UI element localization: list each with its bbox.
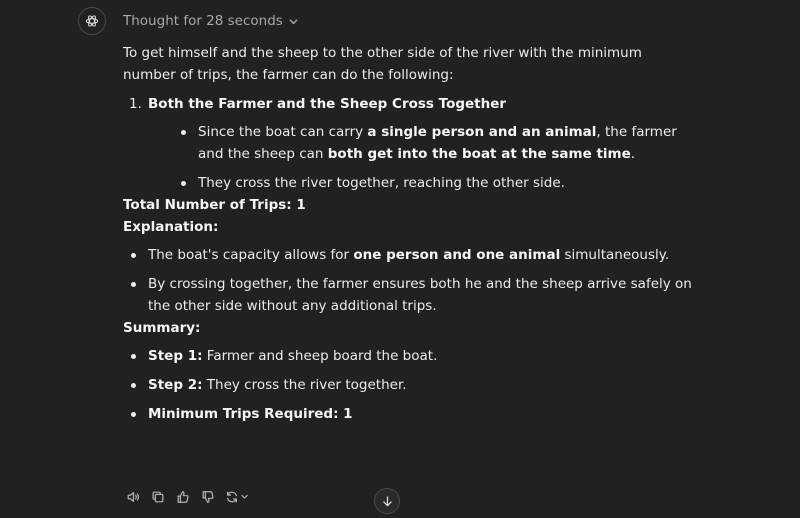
explanation-list bbox=[123, 244, 693, 317]
text-segment: They cross the river together. bbox=[202, 377, 407, 393]
intro-paragraph: To get himself and the sheep to the other side of the river with the minimum number of trips, the farmer can do the following: bbox=[123, 45, 642, 83]
total-trips bbox=[123, 194, 693, 216]
bold-segment: Step 1: bbox=[148, 348, 203, 364]
arrow-down-icon bbox=[381, 495, 394, 508]
bold-segment: a single person and an animal bbox=[367, 124, 597, 140]
copy-icon bbox=[151, 490, 165, 504]
bold-segment: Total Number of Trips: 1 bbox=[123, 197, 306, 213]
regenerate-icon bbox=[225, 490, 239, 504]
assistant-message bbox=[123, 42, 693, 425]
list-item bbox=[123, 345, 693, 367]
list-item bbox=[123, 374, 693, 396]
assistant-avatar bbox=[78, 7, 106, 35]
thought-label: Thought for 28 seconds bbox=[123, 13, 283, 29]
summary-list bbox=[123, 345, 693, 425]
thought-toggle[interactable] bbox=[123, 13, 299, 29]
list-item bbox=[173, 121, 693, 165]
numbered-step bbox=[123, 93, 693, 194]
list-item bbox=[123, 403, 693, 425]
list-item: By crossing together, the farmer ensures both he and the sheep arrive safely on the other side without any additional trips. bbox=[123, 273, 693, 317]
list-item bbox=[123, 244, 693, 266]
step-title: Both the Farmer and the Sheep Cross Together bbox=[148, 96, 507, 112]
summary-heading bbox=[123, 317, 693, 339]
good-response-button[interactable] bbox=[172, 486, 193, 507]
bad-response-button[interactable] bbox=[197, 486, 218, 507]
thumbs-down-icon bbox=[201, 490, 215, 504]
text-segment: simultaneously. bbox=[560, 247, 670, 263]
explanation-heading bbox=[123, 216, 693, 238]
thumbs-up-icon bbox=[176, 490, 190, 504]
list-item: They cross the river together, reaching the other side. bbox=[173, 172, 693, 194]
bold-segment: Step 2: bbox=[148, 377, 203, 393]
speaker-icon bbox=[126, 490, 140, 504]
read-aloud-button[interactable] bbox=[122, 486, 143, 507]
text-segment: Farmer and sheep board the boat. bbox=[202, 348, 438, 364]
text-segment: . bbox=[630, 146, 636, 162]
text-segment: Since the boat can carry bbox=[198, 124, 368, 140]
chevron-down-icon bbox=[288, 16, 299, 27]
bold-segment: Summary: bbox=[123, 320, 201, 336]
bold-segment: Explanation: bbox=[123, 219, 219, 235]
copy-button[interactable] bbox=[147, 486, 168, 507]
message-actions bbox=[122, 486, 252, 507]
step-bullet-list bbox=[148, 121, 693, 194]
regenerate-button[interactable] bbox=[222, 486, 252, 507]
scroll-to-bottom-button[interactable] bbox=[374, 488, 400, 514]
text-segment: The boat's capacity allows for bbox=[148, 247, 354, 263]
openai-logo-icon bbox=[84, 13, 100, 29]
bold-segment: one person and one animal bbox=[353, 247, 561, 263]
chevron-down-icon bbox=[240, 492, 249, 501]
bold-segment: Minimum Trips Required: 1 bbox=[148, 406, 353, 422]
text-segment: , the farmer and the sheep can bbox=[198, 124, 677, 162]
bold-segment: both get into the boat at the same time bbox=[327, 146, 631, 162]
step-number: 1. bbox=[129, 96, 142, 112]
